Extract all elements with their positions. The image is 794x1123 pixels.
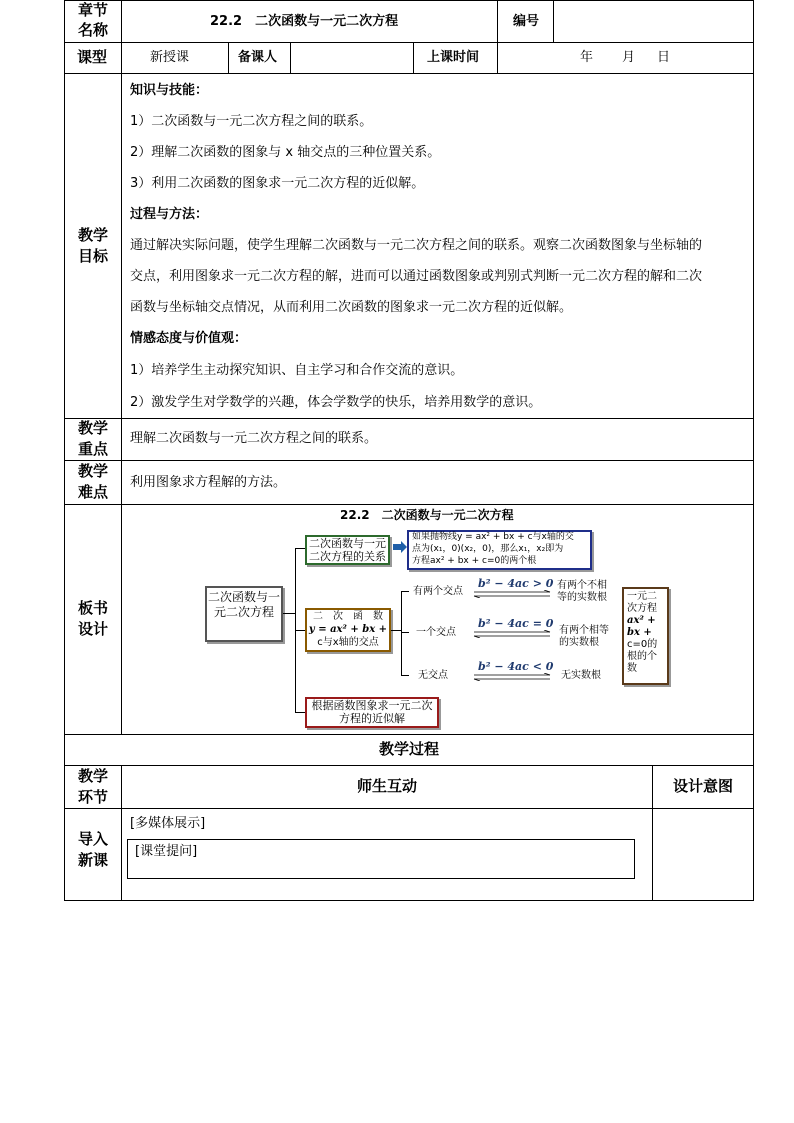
case-2-left: 一个交点 [416, 627, 456, 638]
preparer-label: 备课人 [238, 50, 278, 65]
hline-6 [64, 734, 754, 735]
hline-1 [64, 42, 754, 43]
case-3-left: 无交点 [418, 670, 448, 681]
knowledge-item-2: 2）理解二次函数的图象与 x 轴交点的三种位置关系。 [130, 145, 441, 160]
row1-label: 导入新课 [77, 830, 108, 869]
vline-left [64, 0, 65, 901]
hline-4 [64, 460, 754, 461]
case-2-cond: b² − 4ac = 0 [478, 617, 554, 630]
difficulty-text: 利用图象求方程解的方法。 [130, 475, 287, 490]
board-label: 板书设计 [77, 599, 108, 638]
key-point-label: 教学重点 [77, 419, 108, 458]
board-note-line-1: 如果抛物线y = ax² + bx + c与x轴的交 [412, 532, 574, 542]
tree-h-b3 [295, 712, 305, 713]
summary-line-3: ax² + [627, 615, 656, 626]
case-2-right-1: 有两个相等 [559, 625, 609, 636]
chapter-title: 22.2 二次函数与一元二次方程 [210, 14, 399, 29]
tree-h-root [283, 613, 295, 614]
hline-top [64, 0, 754, 1]
hline-2 [64, 73, 754, 74]
process-line-1: 通过解决实际问题，使学生理解二次函数与一元二次方程之间的联系。观察二次函数图象与坐标轴的 [130, 238, 703, 253]
board-title: 22.2 二次函数与一元二次方程 [340, 508, 514, 522]
case-1-right-2: 等的实数根 [557, 592, 607, 603]
board-note-line-2: 点为(x₁，0)(x₂，0)，那么x₁，x₂即为 [412, 544, 564, 554]
process-col1: 教学环节 [77, 767, 108, 806]
attitude-item-1: 1）培养学生主动探究知识、自主学习和合作交流的意识。 [130, 363, 464, 378]
process-line-3: 函数与坐标轴交点情况，从而利用二次函数的图象求一元二次方程的近似解。 [130, 300, 573, 315]
vline-h1-a [497, 0, 498, 73]
attitude-item-2: 2）激发学生对学数学的兴趣，体会学数学的快乐，培养用数学的意识。 [130, 395, 542, 410]
class-time-label: 上课时间 [427, 50, 480, 65]
hline-8 [64, 808, 754, 809]
vline-label [121, 0, 122, 734]
row1-text: [多媒体展示] [130, 816, 206, 831]
tree-h-c3 [401, 675, 409, 676]
knowledge-heading: 知识与技能： [130, 83, 209, 98]
hline-3 [64, 418, 754, 419]
summary-line-7: 数 [627, 663, 637, 674]
vline-h2-a [228, 42, 229, 73]
row1-question-box [127, 839, 635, 879]
case-3-double-arrow-icon [472, 673, 552, 681]
case-3-cond: b² − 4ac < 0 [478, 660, 554, 673]
date-year: 年 [580, 50, 594, 65]
vline-h2-c [413, 42, 414, 73]
board-branch2-line-2: y = ax² + bx + [308, 624, 388, 635]
board-branch1-text: 二次函数与一元二次方程的关系 [309, 537, 386, 563]
hline-bottom [64, 900, 754, 901]
chapter-label: 章节名称 [77, 1, 108, 39]
case-3-right-1: 无实数根 [561, 670, 601, 681]
difficulty-label: 教学难点 [77, 462, 108, 501]
process-line-2: 交点，利用图象求一元二次方程的解，进而可以通过函数图象或判别式判断一元二次方程的解和二次 [130, 269, 703, 284]
vline-h2-b [290, 42, 291, 73]
case-1-right-1: 有两个不相 [557, 580, 607, 591]
case-1-left: 有两个交点 [413, 586, 463, 597]
tree-h-b2-out [391, 630, 401, 631]
board-branch2-line-1: 二 次 函 数 [313, 611, 383, 622]
tree-v-cases [401, 591, 402, 675]
case-1-cond: b² − 4ac > 0 [478, 577, 554, 590]
vline-right [753, 0, 754, 901]
hline-5 [64, 504, 754, 505]
process-col3: 设计意图 [672, 777, 733, 795]
board-branch3-text: 根据函数图象求一元二次方程的近似解 [311, 699, 433, 725]
process-heading: 过程与方法： [130, 207, 209, 222]
hline-7 [64, 765, 754, 766]
case-2-double-arrow-icon [472, 630, 552, 638]
lesson-type-label: 课型 [77, 48, 108, 66]
case-2-right-2: 的实数根 [559, 637, 599, 648]
blue-arrow-icon [393, 541, 407, 553]
summary-line-4: bx + [627, 627, 652, 638]
board-root-text: 二次函数与一元二次方程 [208, 590, 281, 619]
knowledge-item-3: 3）利用二次函数的图象求一元二次方程的近似解。 [130, 176, 425, 191]
tree-h-c1 [401, 591, 409, 592]
process-col2: 师生互动 [356, 777, 417, 795]
case-1-double-arrow-icon [472, 590, 552, 598]
key-point-text: 理解二次函数与一元二次方程之间的联系。 [130, 431, 378, 446]
board-note-line-3: 方程ax² + bx + c=0的两个根 [412, 556, 537, 566]
date-month: 月 [622, 50, 636, 65]
number-label: 编号 [513, 14, 540, 29]
summary-line-2: 次方程 [627, 603, 657, 614]
summary-line-1: 一元二 [627, 591, 657, 602]
attitude-heading: 情感态度与价值观： [130, 331, 248, 346]
process-heading: 教学过程 [378, 740, 439, 758]
vline-h1-b [553, 0, 554, 43]
tree-h-b1 [295, 548, 305, 549]
knowledge-item-1: 1）二次函数与一元二次方程之间的联系。 [130, 114, 373, 129]
row1-box-text: [课堂提问] [135, 844, 198, 859]
summary-line-5: c=0的 [627, 639, 658, 650]
lesson-type-value: 新授课 [150, 50, 190, 65]
tree-h-b2 [295, 630, 305, 631]
tree-h-c2 [401, 632, 409, 633]
date-day: 日 [657, 50, 671, 65]
objectives-label: 教学目标 [77, 226, 108, 265]
summary-line-6: 根的个 [627, 651, 657, 662]
board-branch2-line-3: c与x轴的交点 [317, 637, 379, 648]
